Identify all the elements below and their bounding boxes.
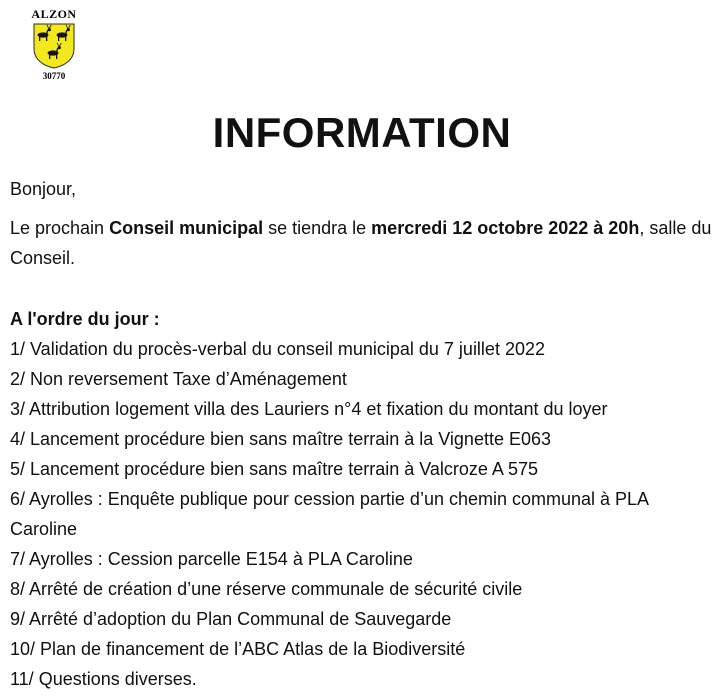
meeting-announcement — [10, 213, 716, 273]
crest-town-name: ALZON — [31, 7, 77, 21]
page-title: INFORMATION — [212, 109, 512, 156]
agenda-item: 10/ Plan de financement de l’ABC Atlas de la Biodiversité — [10, 639, 466, 659]
agenda-item: 8/ Arrêté de création d’une réserve communale de sécurité civile — [10, 579, 523, 599]
agenda-item: 11/ Questions diverses. — [10, 669, 197, 689]
announcement-text-1: Le prochain — [10, 218, 110, 238]
crest-postal-code: 30770 — [42, 71, 66, 81]
agenda-list — [10, 334, 716, 694]
greeting-text: Bonjour, — [10, 179, 77, 199]
agenda-item: 3/ Attribution logement villa des Lauriers n°4 et fixation du montant du loyer — [10, 399, 608, 419]
announcement-date: mercredi 12 octobre 2022 à 20h — [371, 218, 640, 238]
coat-of-arms-three-deer-icon — [32, 23, 76, 69]
town-crest — [22, 6, 86, 82]
notice-body — [10, 174, 716, 694]
agenda-item: 2/ Non reversement Taxe d’Aménagement — [10, 369, 347, 389]
agenda-item: 1/ Validation du procès-verbal du conseil municipal du 7 juillet 2022 — [10, 339, 545, 359]
announcement-text-2: se tiendra le — [263, 218, 372, 238]
agenda-item: 4/ Lancement procédure bien sans maître terrain à la Vignette E063 — [10, 429, 552, 449]
announcement-meeting-name: Conseil municipal — [109, 218, 264, 238]
announcement-text-3: , salle du Conseil. — [10, 218, 712, 268]
agenda-item: 5/ Lancement procédure bien sans maître terrain à Valcroze A 575 — [10, 459, 538, 479]
agenda-heading: A l'ordre du jour : — [10, 309, 160, 329]
agenda-item: 9/ Arrêté d’adoption du Plan Communal de Sauvegarde — [10, 609, 452, 629]
agenda-item: 7/ Ayrolles : Cession parcelle E154 à PLA Caroline — [10, 549, 413, 569]
agenda-item: 6/ Ayrolles : Enquête publique pour cession partie d’un chemin communal à PLA Caroline — [10, 489, 649, 539]
